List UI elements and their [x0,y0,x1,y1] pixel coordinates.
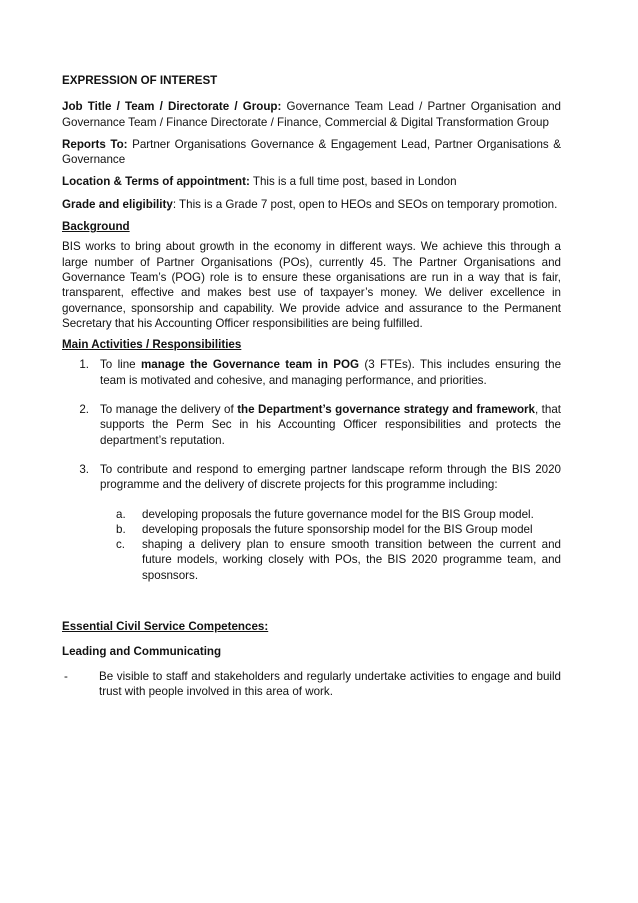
item1-post: (3 FTEs). This includes ensuring the team is motivated and cohesive, and managing performance, and priorities. [100,358,562,387]
item1-bold: manage the Governance team in POG [140,358,360,372]
reports-to-field [62,137,561,168]
competences-list [62,669,561,700]
grade-label: Grade and eligibility [62,197,173,211]
background-text: BIS works to bring about growth in the economy in different ways. We achieve this through a large number of Partner Organisations (POs), currently 45. The Partner Organisations and Governance Team’s (POG) role is to ensure these organisations are run in a way that is fair, transparent, effective and makes best use of taxpayer’s money. We deliver excellence in governance, sponsorship and capability. We provide advice and assurance to the Permanent Secretary that his Accounting Officer responsibilities are being fulfilled. [62,240,561,330]
competences-heading: Essential Civil Service Competences: [62,620,269,634]
document-title: EXPRESSION OF INTEREST [62,74,218,87]
grade-value: : This is a Grade 7 post, open to HEOs and SEOs on temporary promotion. [172,197,558,211]
item2-post: , that supports the Perm Sec in his Accounting Officer responsibilities and protects the department’s reputation. [100,403,562,447]
list-item-number: 1. [79,358,89,372]
activities-list [62,357,561,583]
background-heading: Background [62,220,130,234]
sub-list-letter: a. [116,507,126,521]
grade-field [62,197,561,212]
sub-list-letter: c. [116,538,126,552]
item2-bold: the Department’s governance strategy and framework [237,403,535,417]
reports-to-value: Partner Organisations Governance & Engagement Lead, Partner Organisations & Governance [62,137,561,167]
item2-pre: To manage the delivery of [100,403,238,417]
sub-b-text: developing proposals the future sponsorship model for the BIS Group model [142,522,533,536]
sub-list-item [100,537,561,583]
job-title-value: Governance Team Lead / Partner Organisation and Governance Team / Finance Directorate / Finance, Commercial & Digital Transformation Group [62,100,561,129]
reports-to-label: Reports To: [62,137,128,151]
item1-pre: To line [100,358,141,372]
list-item-number: 2. [79,403,89,417]
sub-list [100,507,561,583]
list-item [62,402,561,448]
location-value: This is a full time post, based in London [249,175,457,189]
list-item [62,669,561,700]
item3-text: To contribute and respond to emerging partner landscape reform through the BIS 2020 programme and the delivery of discrete projects for this programme including: [100,462,561,492]
document-body [62,73,561,699]
sub-a-text: developing proposals the future governance model for the BIS Group model. [142,507,534,521]
competences-subheading: Leading and Communicating [62,645,222,659]
activities-heading: Main Activities / Responsibilities [62,338,242,352]
list-item-number: 3. [79,462,89,476]
sub-list-letter: b. [116,522,126,536]
job-title-label: Job Title / Team / Directorate / Group: [62,100,282,114]
location-label: Location & Terms of appointment: [62,175,250,189]
list-item [62,462,561,583]
job-title-field [62,99,561,130]
dash-marker: - [64,669,68,683]
location-field [62,174,561,189]
list-item [62,357,561,388]
sub-list-item [100,522,561,537]
sub-list-item [100,507,561,522]
sub-c-text: shaping a delivery plan to ensure smooth transition between the current and future models, working closely with POs, the BIS 2020 programme team, and sposnsors. [142,538,561,582]
bullet1-text: Be visible to staff and stakeholders and regularly undertake activities to engage and build trust with people involved in this area of work. [99,669,561,698]
